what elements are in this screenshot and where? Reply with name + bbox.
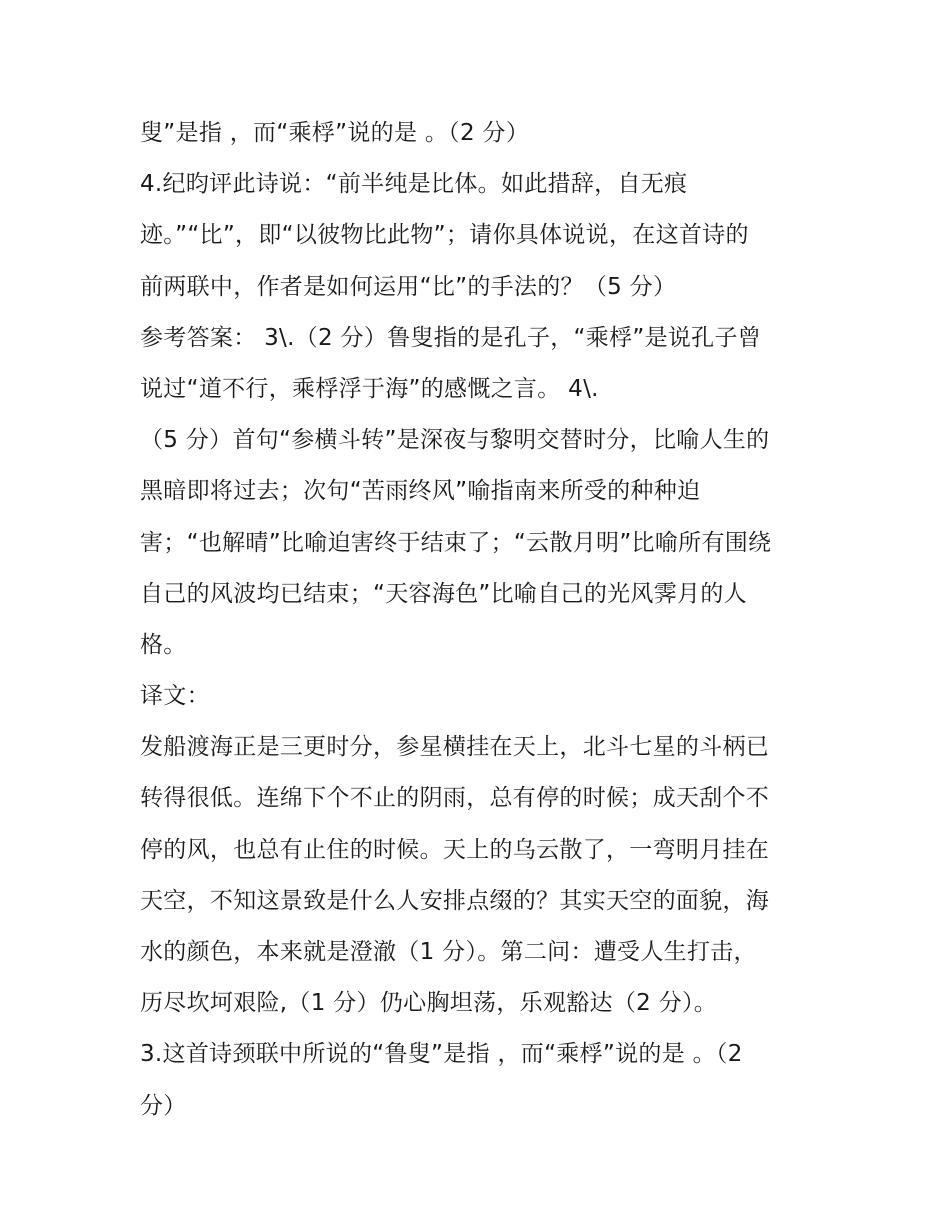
text-line: 停的风，也总有止住的时候。天上的乌云散了，一弯明月挂在 (140, 836, 770, 863)
text-line: 黑暗即将过去；次句“苦雨终风”喻指南来所受的种种迫 (140, 478, 701, 505)
text-line: 害；“也解晴”比喻迫害终于结束了；“云散月明”比喻所有围绕 (140, 529, 772, 556)
text-line: 历尽坎坷艰险,（1 分）仍心胸坦荡，乐观豁达（2 分）。 (140, 990, 718, 1017)
text-line: 前两联中，作者是如何运用“比”的手法的？（5 分） (140, 273, 677, 300)
text-line: 叟”是指 ，而“乘桴”说的是 。（2 分） (140, 120, 530, 146)
text-line: 参考答案： 3\.（2 分）鲁叟指的是孔子，“乘桴”是说孔子曾 (140, 324, 762, 351)
text-line: 自己的风波均已结束；“天容海色”比喻自己的光风霁月的人 (140, 580, 747, 607)
text-line: 格。 (140, 631, 187, 658)
text-line: 水的颜色，本来就是澄澈（1 分）。第二问：遭受人生打击， (140, 939, 757, 965)
text-line: 说过“道不行，乘桴浮于海”的感慨之言。 4\. (140, 375, 599, 402)
text-line: （5 分）首句“参横斗转”是深夜与黎明交替时分，比喻人生的 (140, 427, 770, 454)
text-line: 天空，不知这景致是什么人安排点缀的？其实天空的面貌，海 (140, 887, 770, 914)
text-line: 3.这首诗颈联中所说的“鲁叟”是指 ，而“乘桴”说的是 。（2 (140, 1041, 743, 1068)
text-line: 转得很低。连绵下个不止的阴雨，总有停的时候；成天刮个不 (140, 785, 770, 812)
text-line: 发船渡海正是三更时分，参星横挂在天上，北斗七星的斗柄已 (140, 734, 770, 761)
text-line: 迹。”“比”，即“以彼物比此物”；请你具体说说，在这首诗的 (140, 222, 749, 249)
text-line: 4.纪昀评此诗说：“前半纯是比体。如此措辞，自无痕 (140, 171, 688, 198)
text-line: 分） (140, 1092, 187, 1119)
text-body (140, 108, 830, 1132)
text-line: 译文： (140, 683, 210, 710)
